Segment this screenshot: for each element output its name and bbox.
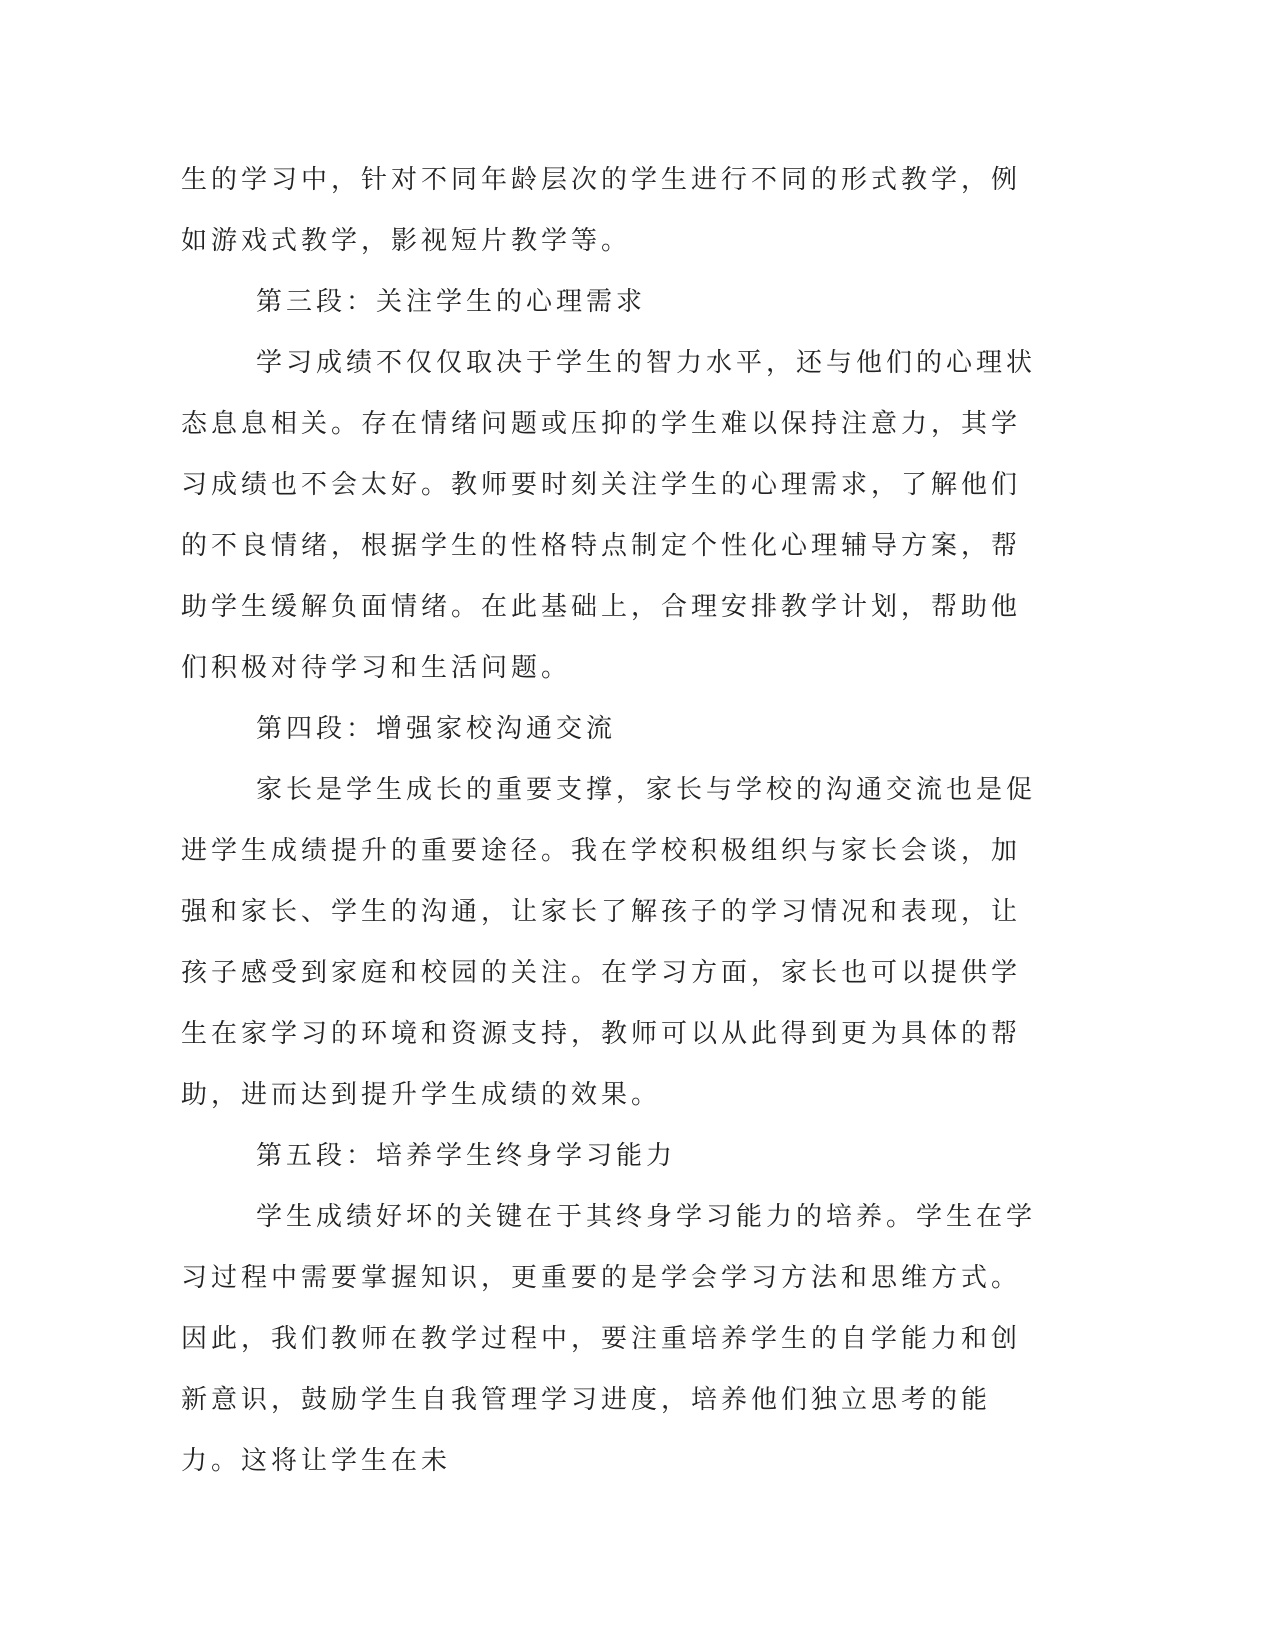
section-heading-5: 第五段：培养学生终身学习能力 <box>256 1141 677 1171</box>
paragraph-3: 学习成绩不仅仅取决于学生的智力水平，还与他们的心理状态息息相关。存在情绪问题或压抑的学生难以保持注意力，其学习成绩也不会太好。教师要时刻关注学生的心理需求，了解他们的不良情绪，根据学生的性格特点制定个性化心理辅导方案，帮助学生缓解负面情绪。在此基础上，合理安排教学计划，帮助他们积极对待学习和生活问题。 <box>181 348 1037 683</box>
paragraph-continued: 生的学习中，针对不同年龄层次的学生进行不同的形式教学，例如游戏式教学，影视短片教学等。 <box>181 165 1022 256</box>
paragraph-5: 学生成绩好坏的关键在于其终身学习能力的培养。学生在学习过程中需要掌握知识，更重要的是学会学习方法和思维方式。因此，我们教师在教学过程中，要注重培养学生的自学能力和创新意识，鼓励学生自我管理学习进度，培养他们独立思考的能力。这将让学生在未 <box>181 1202 1037 1476</box>
paragraph-4: 家长是学生成长的重要支撑，家长与学校的沟通交流也是促进学生成绩提升的重要途径。我在学校积极组织与家长会谈，加强和家长、学生的沟通，让家长了解孩子的学习情况和表现，让孩子感受到家庭和校园的关注。在学习方面，家长也可以提供学生在家学习的环境和资源支持，教师可以从此得到更为具体的帮助，进而达到提升学生成绩的效果。 <box>181 775 1037 1110</box>
document-body <box>181 150 1045 1492</box>
section-heading-3: 第三段：关注学生的心理需求 <box>256 287 647 317</box>
section-heading-4: 第四段：增强家校沟通交流 <box>256 714 617 744</box>
